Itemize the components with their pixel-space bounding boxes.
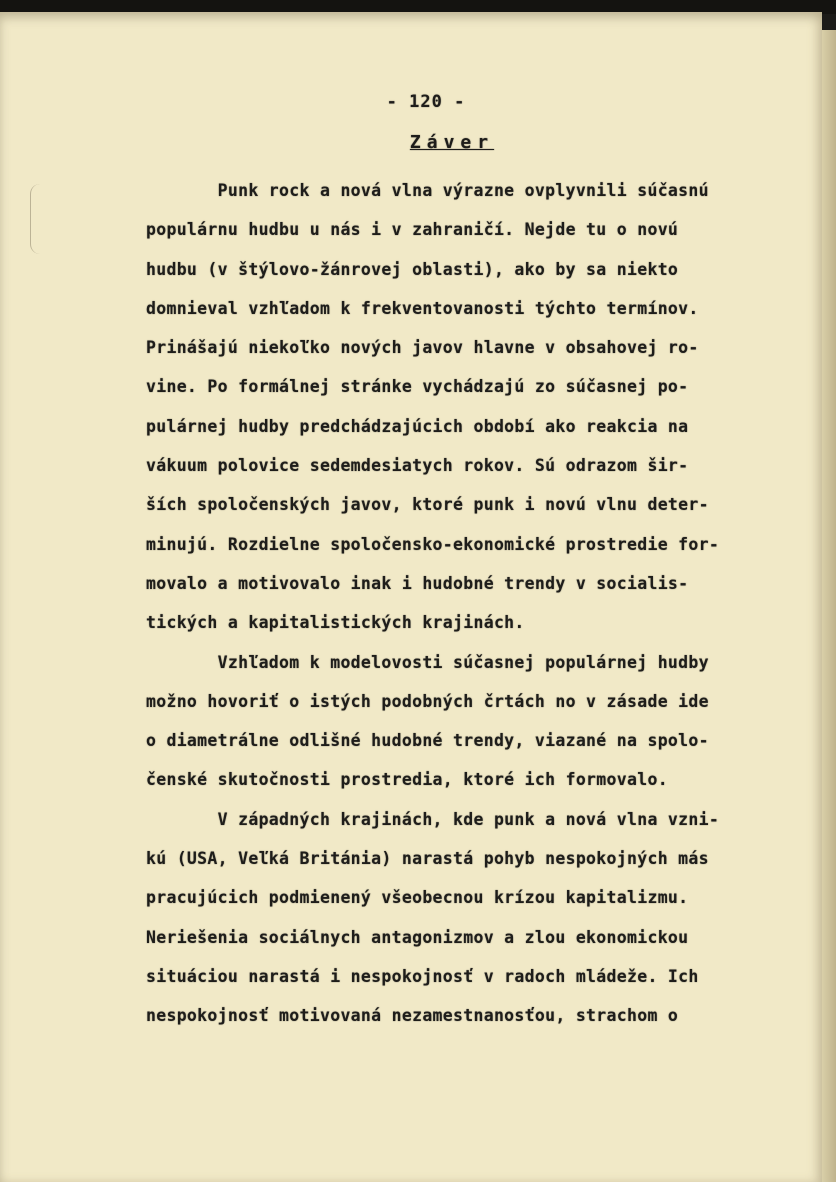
page-content	[146, 92, 720, 1036]
text-line: Punk rock a nová vlna výrazne ovplyvnili súčasnú	[146, 181, 709, 200]
text-line: kú (USA, Veľká Británia) narastá pohyb nespokojných más	[146, 849, 709, 869]
text-line: situáciou narastá i nespokojnosť v radoch mládeže. Ich	[146, 966, 699, 986]
text-line: o diametrálne odlišné hudobné trendy, viazané na spolo-	[146, 731, 709, 751]
text-line: domnieval vzhľadom k frekventovanosti týchto termínov.	[146, 298, 699, 318]
text-line: Neriešenia sociálnych antagonizmov a zlou ekonomickou	[146, 927, 689, 947]
text-line: ších spoločenských javov, ktoré punk i novú vlnu deter-	[146, 495, 709, 515]
text-line: Prinášajú niekoľko nových javov hlavne v obsahovej ro-	[146, 338, 699, 358]
body-text	[146, 171, 720, 1036]
text-line: hudbu (v štýlovo-žánrovej oblasti), ako by sa niekto	[146, 259, 679, 279]
page-number: - 120 -	[386, 92, 466, 112]
text-line: vákuum polovice sedemdesiatych rokov. Sú odrazom šir-	[146, 456, 689, 476]
text-line: populárnu hudbu u nás i v zahraničí. Nejde tu o novú	[146, 220, 679, 240]
section-heading: Záver	[409, 132, 495, 153]
text-line: minujú. Rozdielne spoločensko-ekonomické prostredie for-	[146, 534, 720, 554]
text-line: čenské skutočnosti prostredia, ktoré ich formovalo.	[146, 770, 668, 790]
typewritten-page	[0, 12, 822, 1182]
text-line: tických a kapitalistických krajinách.	[146, 613, 525, 633]
text-line: možno hovoriť o istých podobných črtách no v zásade ide	[146, 691, 709, 711]
text-line: pracujúcich podmienený všeobecnou krízou kapitalizmu.	[146, 888, 689, 908]
margin-pencil-mark	[30, 184, 43, 254]
text-line: nespokojnosť motivovaná nezamestnanosťou, strachom o	[146, 1006, 679, 1026]
page-edge-shadow	[822, 30, 836, 1182]
text-line: Vzhľadom k modelovosti súčasnej populárnej hudby	[146, 652, 709, 672]
text-line: V západných krajinách, kde punk a nová vlna vzni-	[146, 809, 720, 829]
text-line: movalo a motivovalo inak i hudobné trendy v socialis-	[146, 573, 689, 593]
text-line: pulárnej hudby predchádzajúcich období ako reakcia na	[146, 416, 689, 436]
text-line: vine. Po formálnej stránke vychádzajú zo súčasnej po-	[146, 377, 689, 397]
